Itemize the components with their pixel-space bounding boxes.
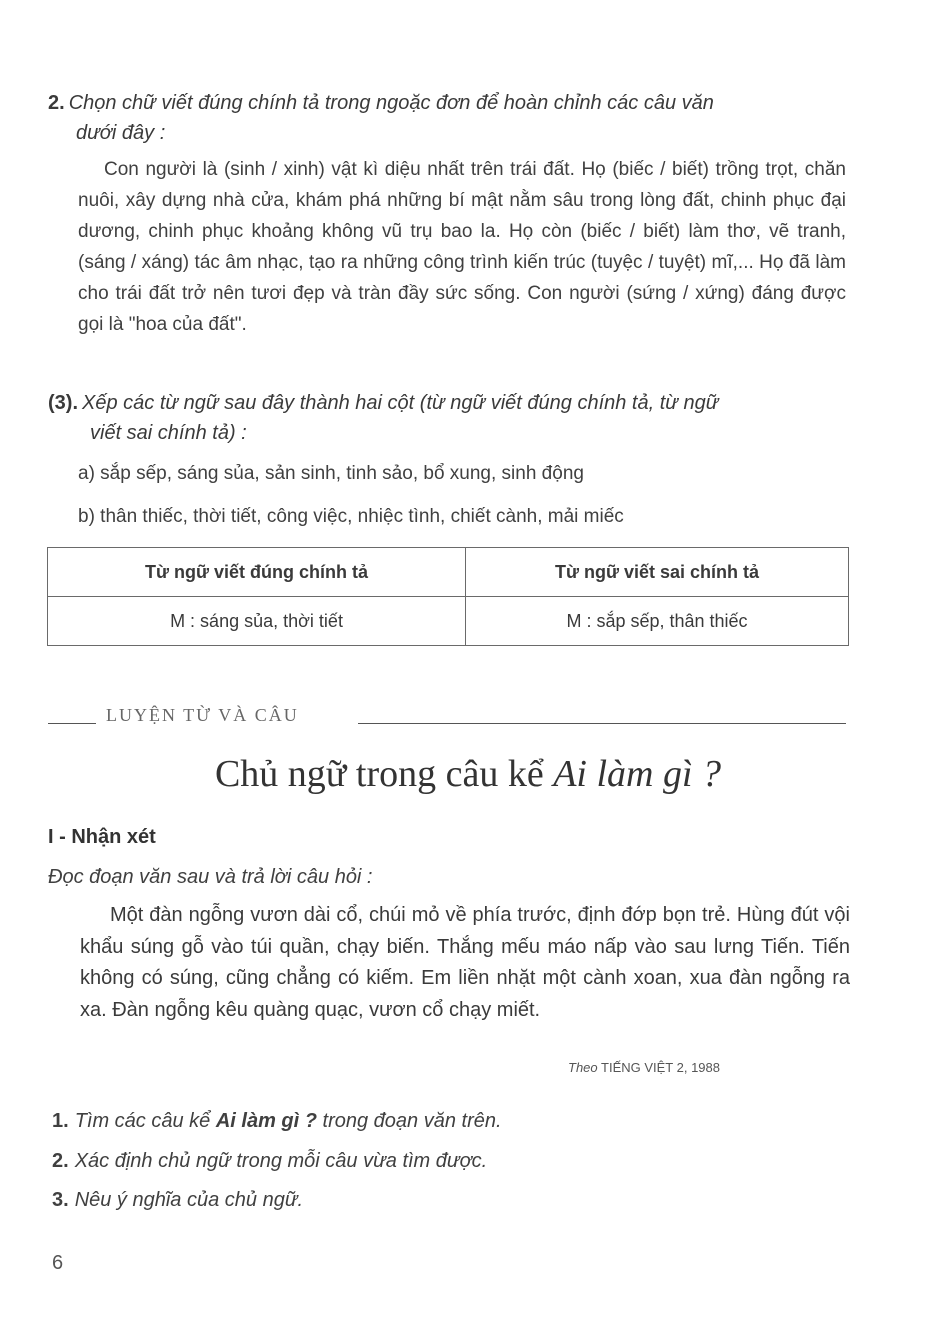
question-1-bold: Ai làm gì ?: [215, 1110, 317, 1132]
lesson-title-main: Chủ ngữ trong câu kể: [214, 753, 554, 795]
table-header-correct: Từ ngữ viết đúng chính tả: [48, 548, 466, 597]
question-3-number: 3.: [52, 1189, 69, 1211]
lesson-title-italic: Ai làm gì ?: [553, 753, 722, 795]
exercise-3-line1: Xếp các từ ngữ sau đây thành hai cột (từ ngữ viết đúng chính tả, từ ngữ: [82, 392, 719, 414]
exercise-3-number: (3).: [48, 392, 78, 414]
exercise-2-number: 2.: [48, 92, 65, 114]
section-label: LUYỆN TỪ VÀ CÂU: [106, 705, 299, 725]
question-2: [52, 1150, 487, 1173]
part-1-heading: I - Nhận xét: [48, 826, 156, 848]
question-1-before: Tìm các câu kể: [74, 1110, 216, 1132]
lesson-title: [0, 752, 936, 796]
section-divider: [48, 705, 846, 729]
passage-source: [568, 1060, 720, 1075]
question-3: [52, 1189, 303, 1212]
question-2-number: 2.: [52, 1150, 69, 1172]
source-title: TIẾNG VIỆT 2, 1988: [597, 1060, 720, 1075]
table-header-row: [48, 548, 849, 597]
question-2-text: Xác định chủ ngữ trong mỗi câu vừa tìm được.: [74, 1150, 488, 1172]
question-1-after: trong đoạn văn trên.: [316, 1110, 502, 1132]
reading-passage: [80, 900, 850, 1026]
exercise-2-line1: Chọn chữ viết đúng chính tả trong ngoặc đơn để hoàn chỉnh các câu văn: [68, 92, 714, 114]
table-cell-incorrect-example: M : sắp sếp, thân thiếc: [466, 597, 849, 646]
question-3-text: Nêu ý nghĩa của chủ ngữ.: [74, 1189, 304, 1211]
table-header-incorrect: Từ ngữ viết sai chính tả: [466, 548, 849, 597]
exercise-2-paragraph: [78, 154, 846, 340]
divider-rule-left: [48, 723, 96, 724]
source-prefix: Theo: [568, 1060, 598, 1075]
exercise-3-item-a: a) sắp sếp, sáng sủa, sản sinh, tinh sảo, bổ xung, sinh động: [78, 463, 584, 484]
question-1: [52, 1110, 502, 1133]
page-number: 6: [52, 1252, 64, 1274]
word-sorting-table: [47, 547, 849, 646]
exercise-3-item-b: b) thân thiếc, thời tiết, công việc, nhiệc tình, chiết cành, mải miếc: [78, 506, 624, 527]
reading-passage-text: Một đàn ngỗng vươn dài cổ, chúi mỏ về phía trước, định đớp bọn trẻ. Hùng đút vội khẩu súng gỗ vào túi quần, chạy biến. Thắng mếu máo nấp vào sau lưng Tiến. Tiến không có súng, cũng chẳng có kiếm. Em liền nhặt một cành xoan, xua đàn ngỗng ra xa. Đàn ngỗng kêu quàng quạc, vươn cổ chạy miết.: [80, 904, 850, 1021]
table-cell-correct-example: M : sáng sủa, thời tiết: [48, 597, 466, 646]
exercise-3-line2: viết sai chính tả) :: [90, 422, 247, 444]
table-row: [48, 597, 849, 646]
exercise-2-heading: [48, 88, 858, 148]
exercise-2-line2: dưới đây :: [76, 122, 166, 144]
part-1-instruction: Đọc đoạn văn sau và trả lời câu hỏi :: [48, 866, 373, 888]
exercise-2-paragraph-text: Con người là (sinh / xinh) vật kì diệu nhất trên trái đất. Họ (biếc / biết) trồng trọt, chăn nuôi, xây dựng nhà cửa, khám phá những bí mật nằm sâu trong lòng đất, chinh phục đại dương, chinh phục khoảng không vũ trụ bao la. Họ còn (biếc / biết) làm thơ, vẽ tranh, (sáng / xáng) tác âm nhạc, tạo ra những công trình kiến trúc (tuyệc / tuyệt) mĩ,... Họ đã làm cho trái đất trở nên tươi đẹp và tràn đầy sức sống. Con người (sứng / xứng) đáng được gọi là "hoa của đất".: [78, 159, 846, 335]
exercise-3-heading: [48, 388, 858, 448]
question-1-number: 1.: [52, 1110, 69, 1132]
divider-rule-right: [358, 723, 846, 724]
